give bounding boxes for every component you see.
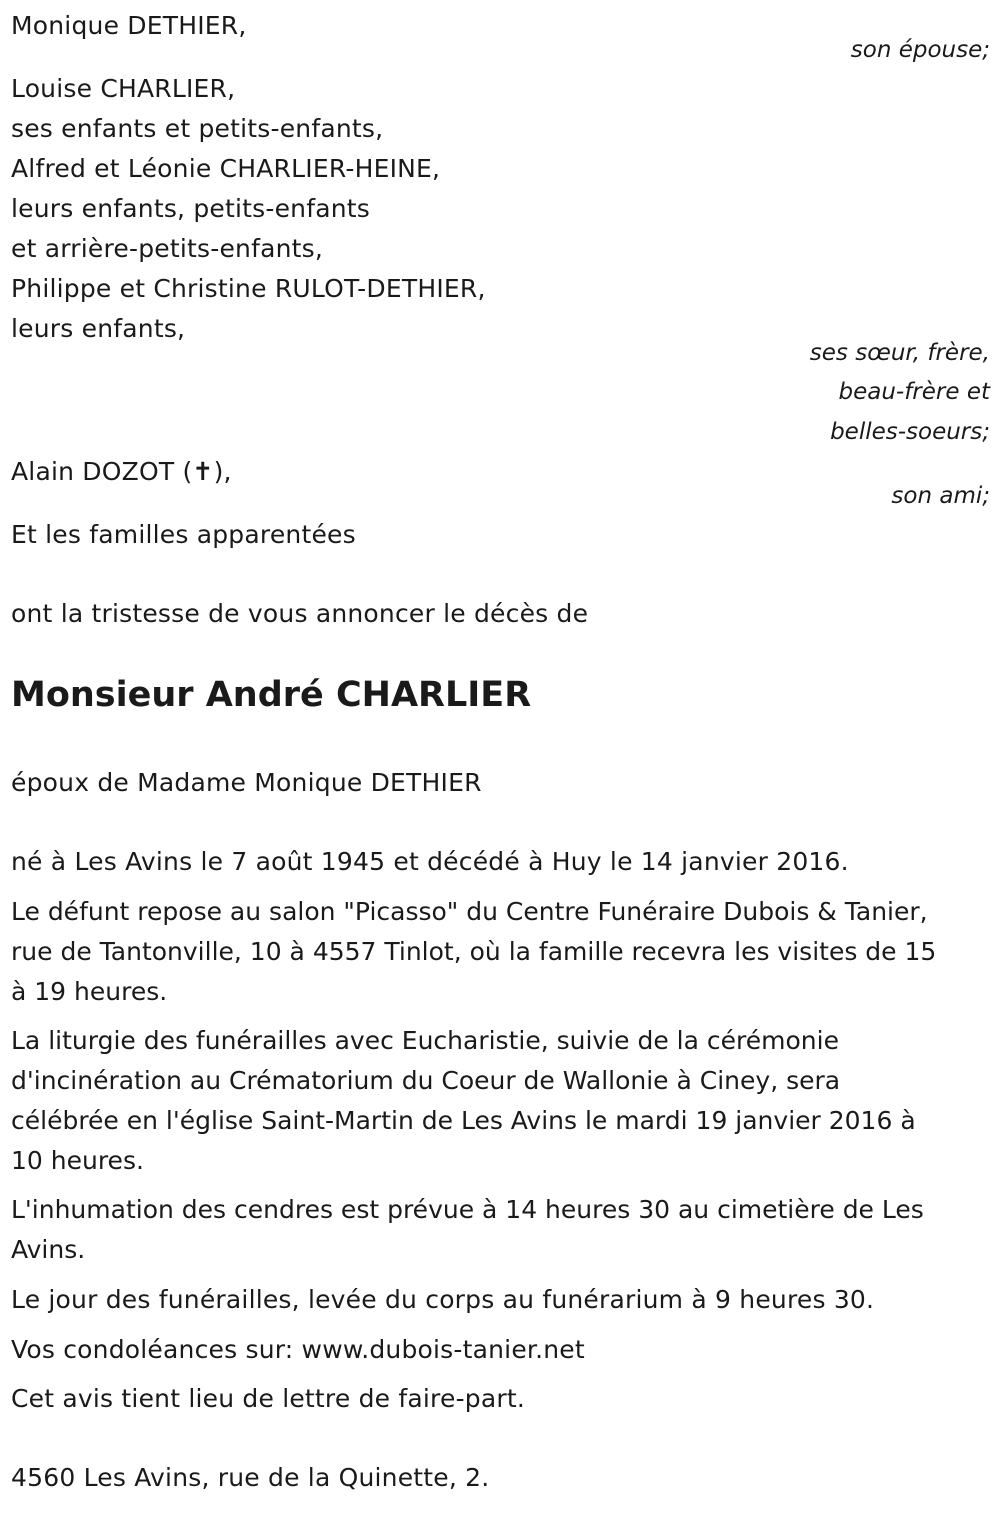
liturgy-paragraph — [11, 1021, 990, 1181]
sibling-line: Louise CHARLIER, — [11, 74, 236, 103]
paragraph-line: célébrée en l'église Saint-Martin de Les Avins le mardi 19 janvier 2016 à — [11, 1106, 916, 1135]
cross-icon: ✝ — [192, 457, 214, 486]
paragraph-line: Le défunt repose au salon "Picasso" du Centre Funéraire Dubois & Tanier, — [11, 897, 928, 926]
sibling-line: leurs enfants, petits-enfants — [11, 194, 370, 223]
friend-name — [11, 452, 232, 492]
paragraph-line: à 19 heures. — [11, 977, 168, 1006]
address: 4560 Les Avins, rue de la Quinette, 2. — [11, 1463, 490, 1492]
friend-role: son ami; — [891, 483, 990, 509]
relatives: Et les familles apparentées — [11, 520, 356, 549]
notice: Cet avis tient lieu de lettre de faire-part. — [11, 1384, 526, 1413]
spouse-line: époux de Madame Monique DETHIER — [11, 768, 482, 797]
friend-name-suffix: ), — [213, 457, 232, 486]
paragraph-line: La liturgie des funérailles avec Eucharistie, suivie de la cérémonie — [11, 1026, 839, 1055]
condolences: Vos condoléances sur: www.dubois-tanier.net — [11, 1335, 585, 1364]
spouse-role: son épouse; — [850, 37, 990, 63]
announcement: ont la tristesse de vous annoncer le décès de — [11, 599, 589, 628]
sibling-line: et arrière-petits-enfants, — [11, 234, 324, 263]
siblings-role-line: belles-soeurs; — [830, 419, 990, 445]
sibling-line: Philippe et Christine RULOT-DETHIER, — [11, 274, 486, 303]
sibling-line: leurs enfants, — [11, 314, 186, 343]
deceased-name: Monsieur André CHARLIER — [11, 675, 532, 715]
paragraph-line: Avins. — [11, 1235, 86, 1264]
paragraph-line: L'inhumation des cendres est prévue à 14 heures 30 au cimetière de Les — [11, 1195, 924, 1224]
burial-paragraph — [11, 1190, 990, 1270]
sibling-line: Alfred et Léonie CHARLIER-HEINE, — [11, 154, 441, 183]
siblings-role-line: ses sœur, frère, — [809, 340, 990, 366]
levee: Le jour des funérailles, levée du corps au funérarium à 9 heures 30. — [11, 1285, 875, 1314]
friend-name-prefix: Alain DOZOT ( — [11, 457, 193, 486]
birth-death: né à Les Avins le 7 août 1945 et décédé à Huy le 14 janvier 2016. — [11, 847, 849, 876]
paragraph-line: rue de Tantonville, 10 à 4557 Tinlot, où la famille recevra les visites de 15 — [11, 937, 937, 966]
paragraph-line: d'incinération au Crématorium du Coeur de Wallonie à Ciney, sera — [11, 1066, 841, 1095]
spouse-name: Monique DETHIER, — [11, 11, 247, 40]
paragraph-line: 10 heures. — [11, 1146, 144, 1175]
rest-paragraph — [11, 892, 990, 1012]
siblings-role-line: beau-frère et — [838, 379, 990, 405]
obituary-notice — [11, 0, 990, 1513]
sibling-line: ses enfants et petits-enfants, — [11, 114, 384, 143]
